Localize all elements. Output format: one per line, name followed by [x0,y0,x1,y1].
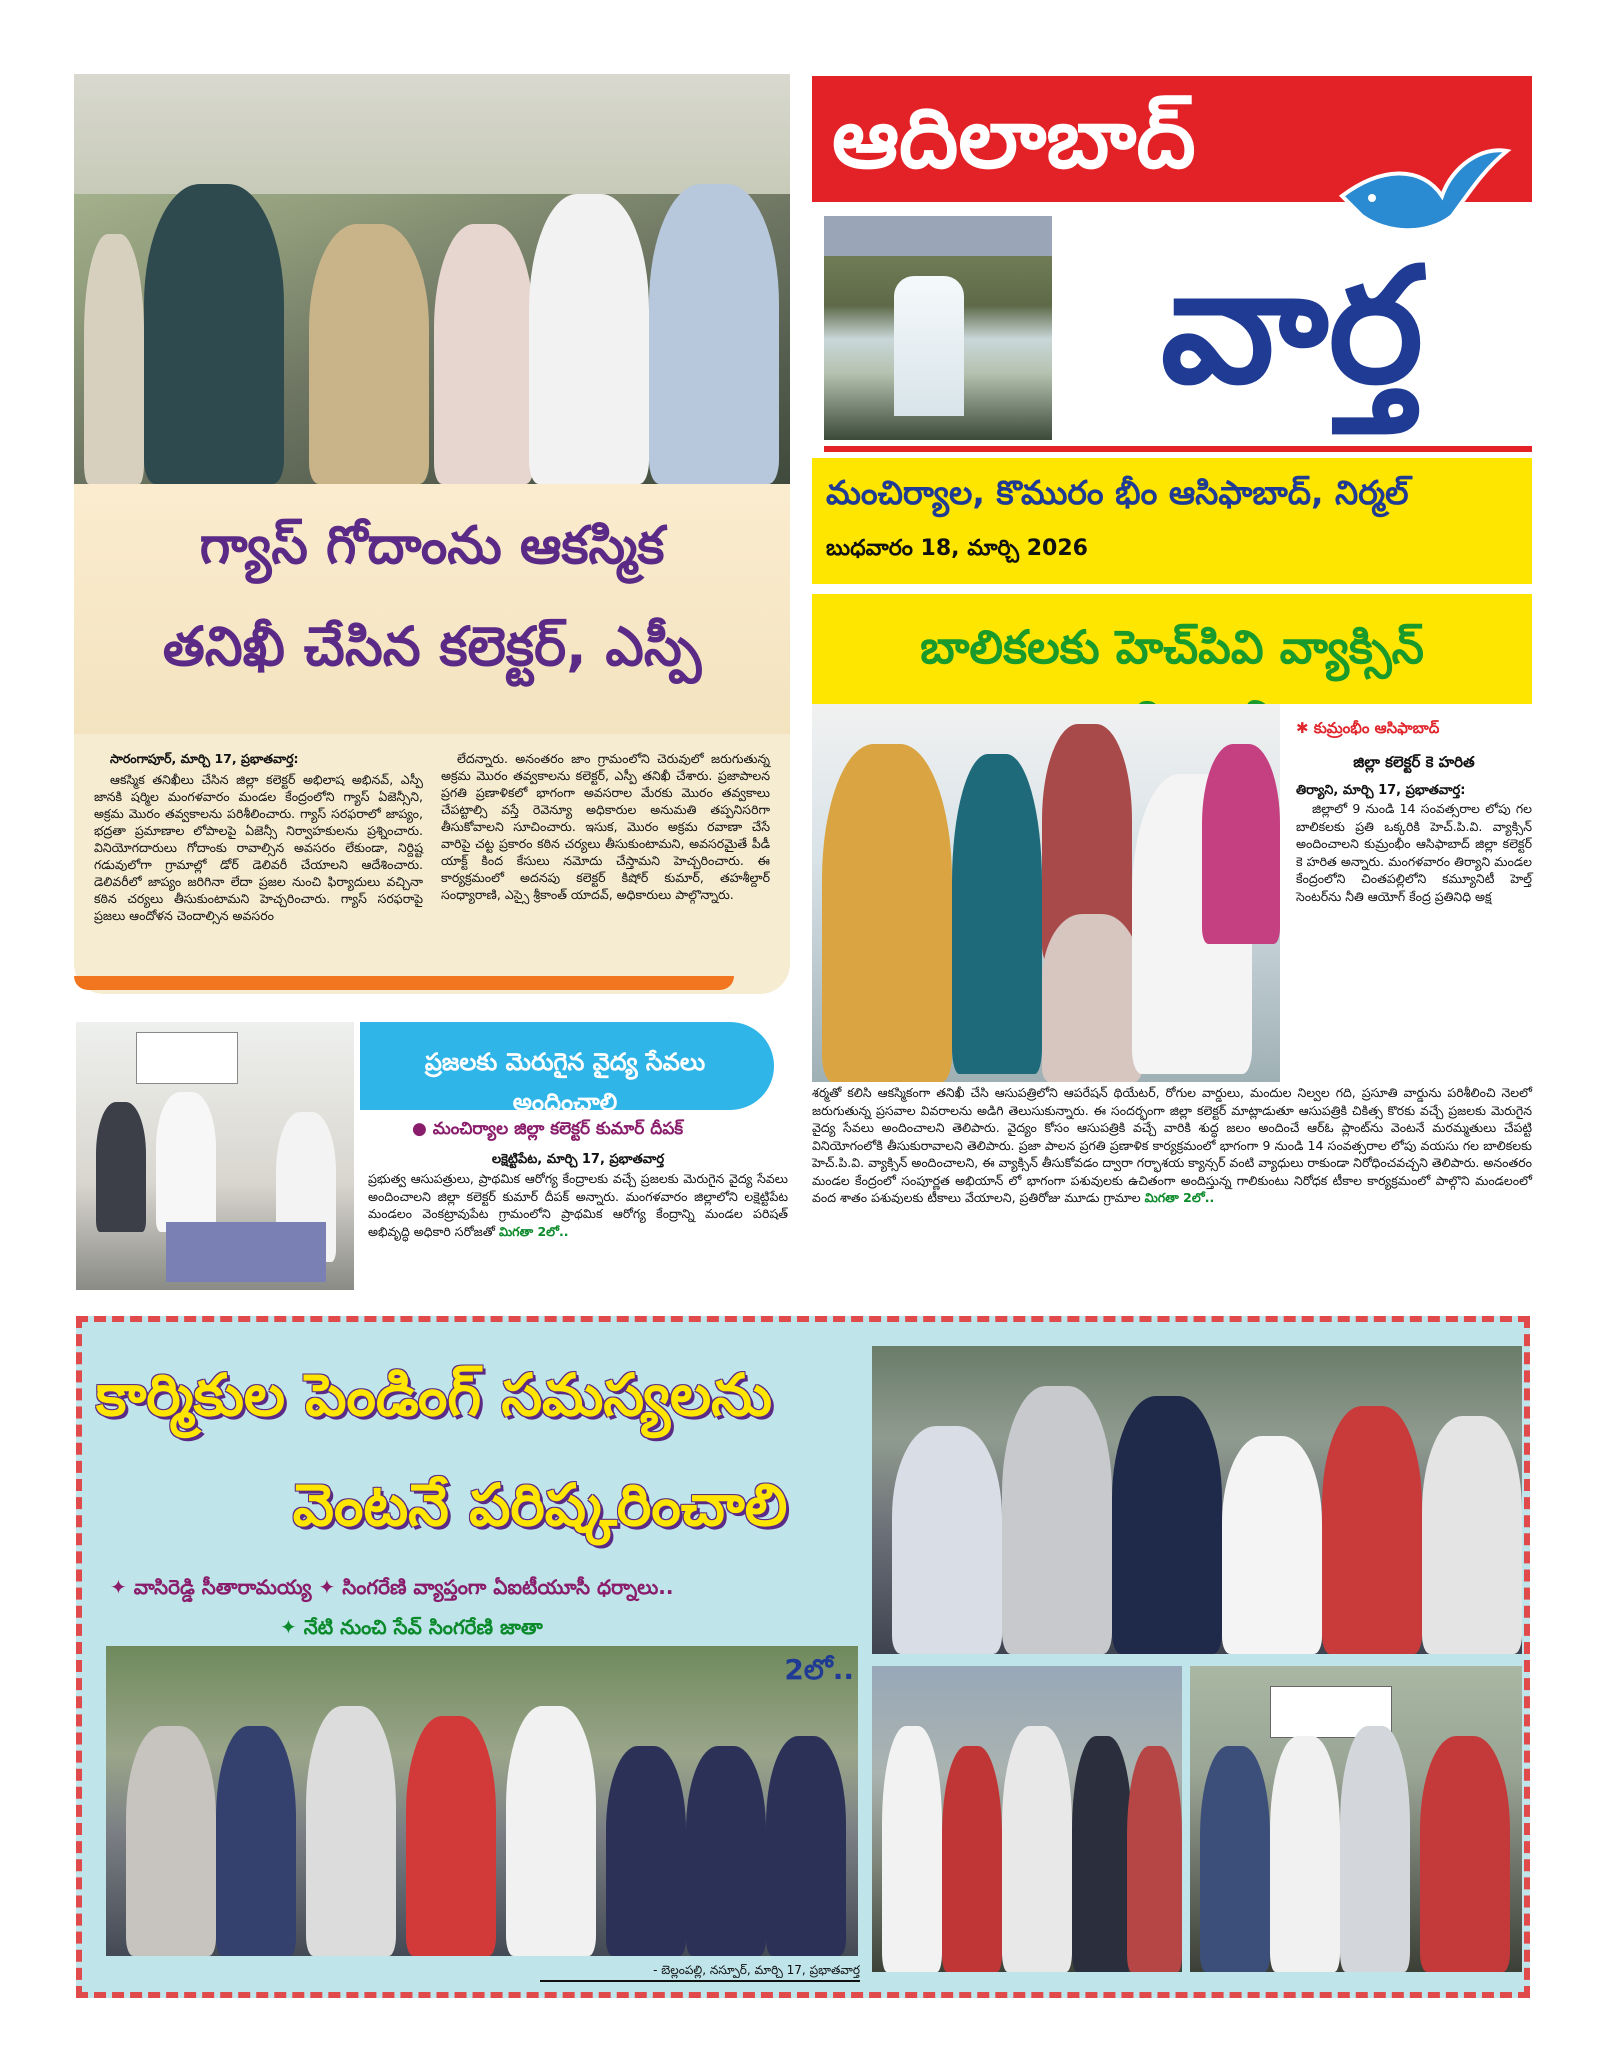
masthead [812,76,1532,584]
masthead-districts-band [812,458,1532,584]
medical-headline: ప్రజలకు మెరుగైన వైద్య సేవలు అందించాలి [424,1048,706,1116]
gas-story-box [74,74,790,994]
workers-continued: 2లో.. [784,1653,854,1686]
gas-story-photo [74,74,790,484]
hpv-photo [812,704,1280,1082]
medical-body [368,1150,788,1240]
workers-caption: - బెల్లంపల్లి, నస్పూర్, మార్చి 17, ప్రభాతవార్త [540,1960,860,1982]
workers-sub1: ✦ వాసిరెడ్డి సీతారామయ్య ✦ సింగరేణి వ్యాప్తంగా ఏఐటీయూసీ ధర్నాలు.. [110,1575,674,1599]
workers-photo-bottom-middle [872,1666,1182,1972]
orange-divider [74,976,734,990]
gas-dateline: సారంగాపూర్, మార్చి 17, ప్రభాతవార్త: [110,751,299,766]
medical-sub: ● మంచిర్యాల జిల్లా కలెక్టర్ కుమార్ దీపక్ [412,1119,684,1139]
workers-headline-line2: వెంటనే పరిష్కరించాలి [292,1471,788,1539]
hpv-headline: బాలికలకు హెచ్‌పివి వ్యాక్సిన్ [920,620,1424,674]
workers-photo-main [106,1646,858,1956]
hpv-sub2: జిల్లా కలెక్టర్ కె హరిత [1353,753,1475,771]
hpv-bottom-text: శర్మతో కలిసి ఆకస్మికంగా తనిఖీ చేసి ఆసుపత్రిలోని ఆపరేషన్ థియేటర్, రోగుల వార్డులు, మందుల నిల్వల గది, ప్రసూతి వార్డును పరిశీలించి నెలలో జరుగుతున్న ప్రసవాల వివరాలను అడిగి తెలుసుకున్నారు. ఈ సందర్భంగా జిల్లా కలెక్టర్ మాట్లాడుతూ ఆసుపత్రికి చికిత్స కొరకు వచ్చే ప్రజలకు మెరుగైన వైద్య సేవలు అందించాలని తెలిపారు. వైద్యం కోసం ఆసుపత్రికి వచ్చే వారికి శుద్ధ జలం అందించే ఆర్‌ఓ ప్లాంట్‌ను వెంటనే మరమ్మతులు చేపట్టి వినియోగంలోకి తీసుకురావాలని తెలిపారు. ప్రజా పాలన ప్రగతి ప్రణాళిక కార్యక్రమంలో భాగంగా 9 నుండి 14 సంవత్సరాల లోపు వయసు గల బాలికలకు హెచ్.పి.వి. వ్యాక్సిన్ అందించాలని, ఈ వ్యాక్సిన్ తీసుకోవడం ద్వారా గర్భాశయ క్యాన్సర్ వంటి వ్యాధులు రాకుండా నిరోధించవచ్చని తెలిపారు. అనంతరం మండల కేంద్రంలో సంపూర్ణత అభియాన్ లో భాగంగా పశువులకు ఉచితంగా అందిస్తున్న గాలికుంటు నిరోధక టీకాల కార్యక్రమంలో పాల్గొని మండలంలో వంద శాతం పశువులకు టీకాలు వేయాలని, ప్రతిరోజు మూడు గ్రామాల [812,1085,1532,1205]
masthead-title-line2: వార్త [1160,232,1424,419]
medical-dateline: లక్షెట్టిపేట, మార్చి 17, ప్రభాతవార్త [491,1152,665,1167]
workers-sub2: ✦ నేటి నుంచి సేవ్ సింగరేణి జాతా [280,1615,543,1639]
hpv-sub1: ✱ కుమ్రంభీం ఆసిఫాబాద్ [1296,719,1440,737]
medical-headline-band [360,1022,774,1116]
masthead-underline [824,446,1532,452]
masthead-date: బుధవారం 18, మార్చి 2026 [826,536,1088,561]
gas-text-col1: ఆకస్మిక తనిఖీలు చేసిన జిల్లా కలెక్టర్ అభిలాష అభినవ్, ఎస్పీ జానకి షర్మిల మంగళవారం మండల కేంద్రంలోని గ్యాస్ ఏజెన్సీని, అక్రమ మొరం తవ్వకాలను పరిశీలించారు. గ్యాస్ సరఫరాలో జాప్యం, భద్రతా ప్రమాణాల లోపాలపై ఏజెన్సీ నిర్వాహకులను ప్రశ్నించారు. వినియోగదారులు గోదాంకు రావాల్సిన అవసరం లేకుండా, నిర్దిష్ట గడువులోగా గ్రామాల్లో డోర్ డెలివరీ చేయాలని ఆదేశించారు. డెలివరీలో జాప్యం జరిగినా లేదా ప్రజల నుంచి ఫిర్యాదులు వచ్చినా కఠిన చర్యలు తీసుకుంటామని హెచ్చరించారు. గ్యాస్ సరఫరాపై ప్రజలు ఆందోళన చెందాల్సిన అవసరం [94,772,423,923]
waterfall-photo [824,216,1052,440]
hpv-dateline: తిర్యాని, మార్చి 17, ప్రభాతవార్త: [1296,783,1466,798]
workers-photo-bottom-right [1190,1666,1522,1972]
hpv-headline-band [812,594,1532,704]
workers-photo-top-right [872,1346,1522,1654]
medical-text: ప్రభుత్వ ఆసుపత్రులు, ప్రాథమిక ఆరోగ్య కేంద్రాలకు వచ్చే ప్రజలకు మెరుగైన వైద్య సేవలు అందించాలని జిల్లా కలెక్టర్ కుమార్ దీపక్ అన్నారు. మంగళవారం జిల్లాలోని లక్షెట్టిపేట మండలం వెంకట్రావుపేట గ్రామంలోని ప్రాథమిక ఆరోగ్య కేంద్రాన్ని మండల పరిషత్ అభివృద్ధి అధికారి సరోజతో [368,1171,788,1239]
masthead-districts: మంచిర్యాల, కొమురం భీం ఆసిఫాబాద్, నిర్మల్ [826,473,1409,512]
gas-story-body [94,750,770,975]
hpv-side-text: జిల్లాలో 9 నుండి 14 సంవత్సరాల లోపు గల బాలికలకు ప్రతి ఒక్కరికి హెచ్.పి.వి. వ్యాక్సిన్ అందించాలని కుమ్రంభీం ఆసిఫాబాద్ జిల్లా కలెక్టర్ కె హరిత అన్నారు. మంగళవారం తిర్యాని మండల కేంద్రంలోని చింతపల్లిలోని కమ్యూనిటీ హెల్త్ సెంటర్‌ను నీతి ఆయోగ్ కేంద్ర ప్రతినిధి అక్ష [1296,801,1532,904]
hpv-bottom-text-box [812,1084,1532,1294]
medical-continued: మిగతా 2లో.. [498,1223,569,1239]
hpv-side-column [1296,716,1532,1082]
gas-headline-band [74,484,790,734]
gas-text-col2: లేదన్నారు. అనంతరం జాం గ్రామంలోని చెరువులో జరుగుతున్న అక్రమ మొరం తవ్వకాలను కలెక్టర్, ఎస్పీ తనిఖీ చేశారు. ప్రజాపాలన ప్రగతి ప్రణాళికలో భాగంగా అవసరాల మేరకు మొరం తవ్వకాలు చేపట్టాల్సి వస్తే రెవెన్యూ అధికారుల అనుమతి తప్పనిసరిగా తీసుకోవాలని సూచించారు. ఇసుక, మొరం అక్రమ రవాణా చేసే వారిపై చట్ట ప్రకారం కఠిన చర్యలు తీసుకుంటామని, అవసరమైతే పీడీ యాక్ట్ కింద కేసులు నమోదు చేస్తామని హెచ్చరించారు. ఈ కార్యక్రమంలో అదనపు కలెక్టర్ కిషోర్ కుమార్, తహశీల్దార్ సంధ్యారాణి, ఎస్సై శ్రీకాంత్ యాదవ్, అధికారులు పాల్గొన్నారు. [441,751,770,902]
gas-headline-line2: తనిఖీ చేసిన కలెక్టర్, ఎస్పీ [162,615,702,678]
masthead-title-line1: ఆదిలాబాద్ [832,89,1196,187]
workers-headline-line1: కార్మికుల పెండింగ్ సమస్యలను [96,1361,772,1429]
hpv-continued: మిగతా 2లో.. [1144,1190,1215,1205]
medical-photo [76,1022,354,1290]
gas-headline-line1: గ్యాస్ గోదాంను ఆకస్మిక [199,516,665,576]
